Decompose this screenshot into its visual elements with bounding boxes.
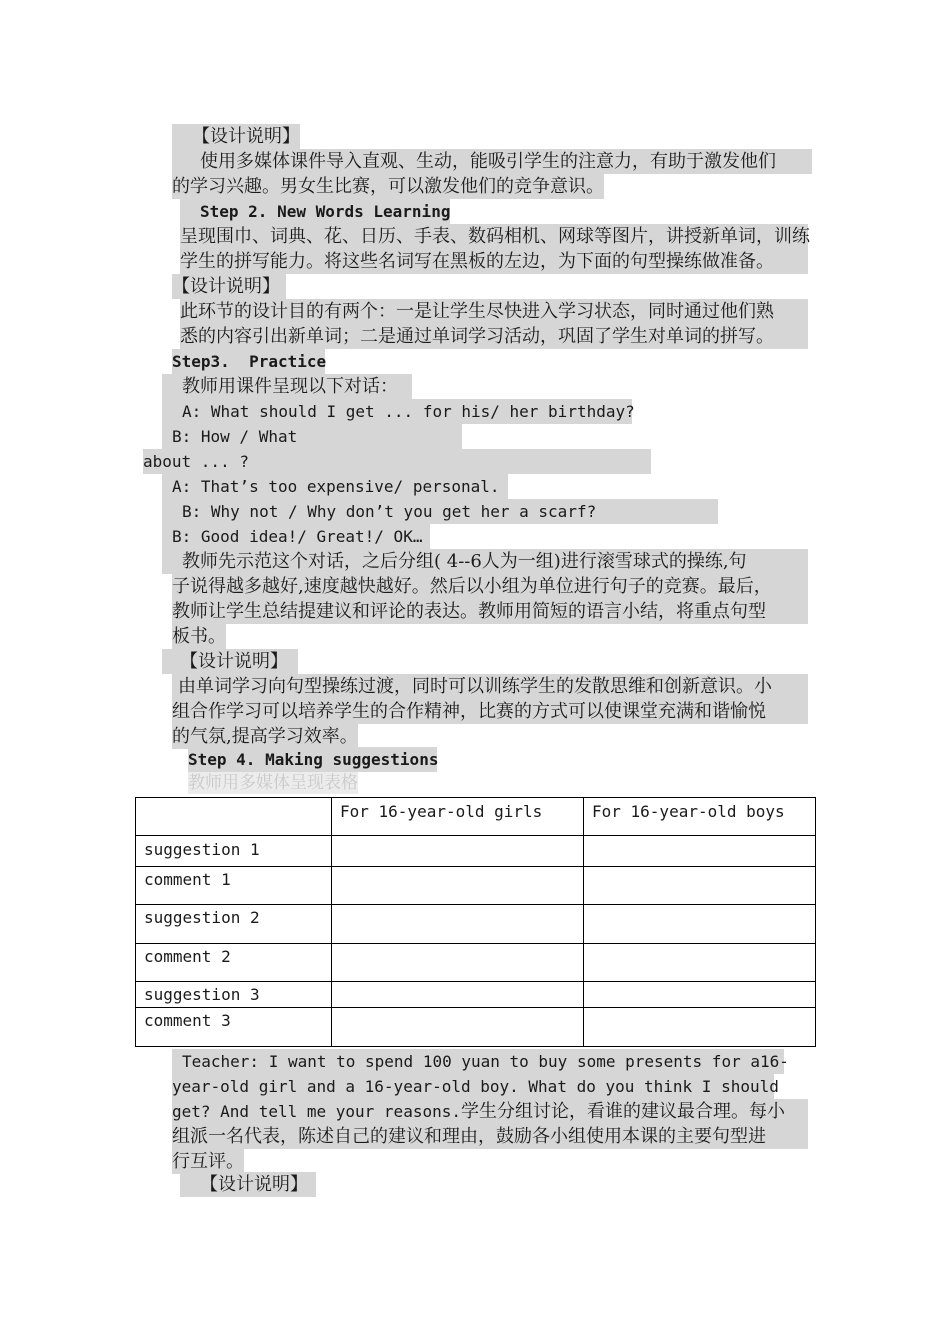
table-cell (584, 944, 816, 982)
paragraph-line: 呈现围巾、词典、花、日历、手表、数码相机、网球等图片，讲授新单词，训练 (180, 226, 810, 247)
teacher-line-chinese: 学生分组讨论，看谁的建议最合理。每小 (460, 1101, 785, 1122)
table-cell (332, 944, 584, 982)
step4-title: Step 4. Making suggestions (188, 747, 437, 772)
table-cell (332, 1008, 584, 1047)
table-row-label: suggestion 2 (136, 905, 332, 944)
dialog-line: A: What should I get ... for his/ her birthday? (162, 399, 632, 424)
dialog-line: B: Good idea!/ Great!/ OK… (162, 524, 430, 549)
paragraph-line: 教师让学生总结提建议和评论的表达。教师用简短的语言小结，将重点句型 (172, 599, 808, 624)
dialog-line: B: How / What (162, 424, 462, 449)
paragraph-line: 悉的内容引出新单词；二是通过单词学习活动，巩固了学生对单词的拼写。 (180, 324, 808, 349)
table-intro: 教师用多媒体呈现表格 (188, 773, 358, 793)
table-cell (584, 836, 816, 867)
paragraph-line: 教师先示范这个对话，之后分组( 4--6人为一组)进行滚雪球式的操练,句 (162, 549, 808, 574)
paragraph-line: 的学习兴趣。男女生比赛，可以激发他们的竞争意识。 (172, 176, 604, 197)
table-row (136, 867, 816, 905)
table-row (136, 905, 816, 944)
paragraph-line: 此环节的设计目的有两个：一是让学生尽快进入学习状态，同时通过他们熟 (180, 299, 808, 324)
paragraph-line: 的气氛,提高学习效率。 (172, 726, 358, 747)
paragraph-line: 子说得越多越好,速度越快越好。然后以小组为单位进行句子的竞赛。最后， (172, 574, 808, 599)
paragraph-line: 组派一名代表，陈述自己的建议和理由，鼓励各小组使用本课的主要句型进 (172, 1124, 808, 1149)
table-header-cell: For 16-year-old boys (584, 798, 816, 836)
table-row-label: suggestion 1 (136, 836, 332, 867)
table-cell (584, 1008, 816, 1047)
table-row (136, 836, 816, 867)
table-cell (584, 905, 816, 944)
paragraph-line: 使用多媒体课件导入直观、生动，能吸引学生的注意力，有助于激发他们 (172, 149, 812, 174)
teacher-line: year-old girl and a 16-year-old boy. What do you think I should (172, 1074, 774, 1099)
step3-title: Step3. Practice (172, 349, 325, 374)
table-row (136, 944, 816, 982)
suggestions-table (135, 797, 816, 1047)
dialog-line: B: Why not / Why don’t you get her a scarf? (162, 499, 718, 524)
table-row-label: comment 1 (136, 867, 332, 905)
design-note-heading: 【设计说明】 (180, 1172, 316, 1197)
table-row (136, 1008, 816, 1047)
paragraph-line: 板书。 (172, 626, 226, 647)
paragraph-line: 学生的拼写能力。将这些名词写在黑板的左边，为下面的句型操练做准备。 (180, 249, 808, 274)
teacher-line: Teacher: I want to spend 100 yuan to buy some presents for a16- (172, 1049, 784, 1074)
table-cell (332, 836, 584, 867)
paragraph-line: 行互评。 (172, 1151, 244, 1172)
teacher-line-english: get? And tell me your reasons. (172, 1102, 461, 1121)
table-header-row (136, 798, 816, 836)
table-row-label: comment 2 (136, 944, 332, 982)
paragraph-line: 组合作学习可以培养学生的合作精神，比赛的方式可以使课堂充满和谐愉悦 (172, 699, 808, 724)
dialog-line: about ... ? (143, 449, 651, 474)
table-header-cell (136, 798, 332, 836)
table-cell (332, 982, 584, 1008)
paragraph-line: 教师用课件呈现以下对话： (162, 374, 412, 399)
dialog-line: A: That’s too expensive/ personal. (162, 474, 508, 499)
design-note-heading: 【设计说明】 (172, 274, 286, 299)
table-cell (332, 867, 584, 905)
table-cell (584, 982, 816, 1008)
table-cell (332, 905, 584, 944)
teacher-line (172, 1099, 808, 1124)
table-header-cell: For 16-year-old girls (332, 798, 584, 836)
design-note-heading: 【设计说明】 (172, 124, 300, 149)
table-cell (584, 867, 816, 905)
table-row-label: suggestion 3 (136, 982, 332, 1008)
paragraph-line: 由单词学习向句型操练过渡，同时可以训练学生的发散思维和创新意识。小 (172, 674, 808, 699)
step2-title: Step 2. New Words Learning (180, 199, 450, 224)
design-note-heading: 【设计说明】 (162, 649, 298, 674)
table-row (136, 982, 816, 1008)
table-row-label: comment 3 (136, 1008, 332, 1047)
